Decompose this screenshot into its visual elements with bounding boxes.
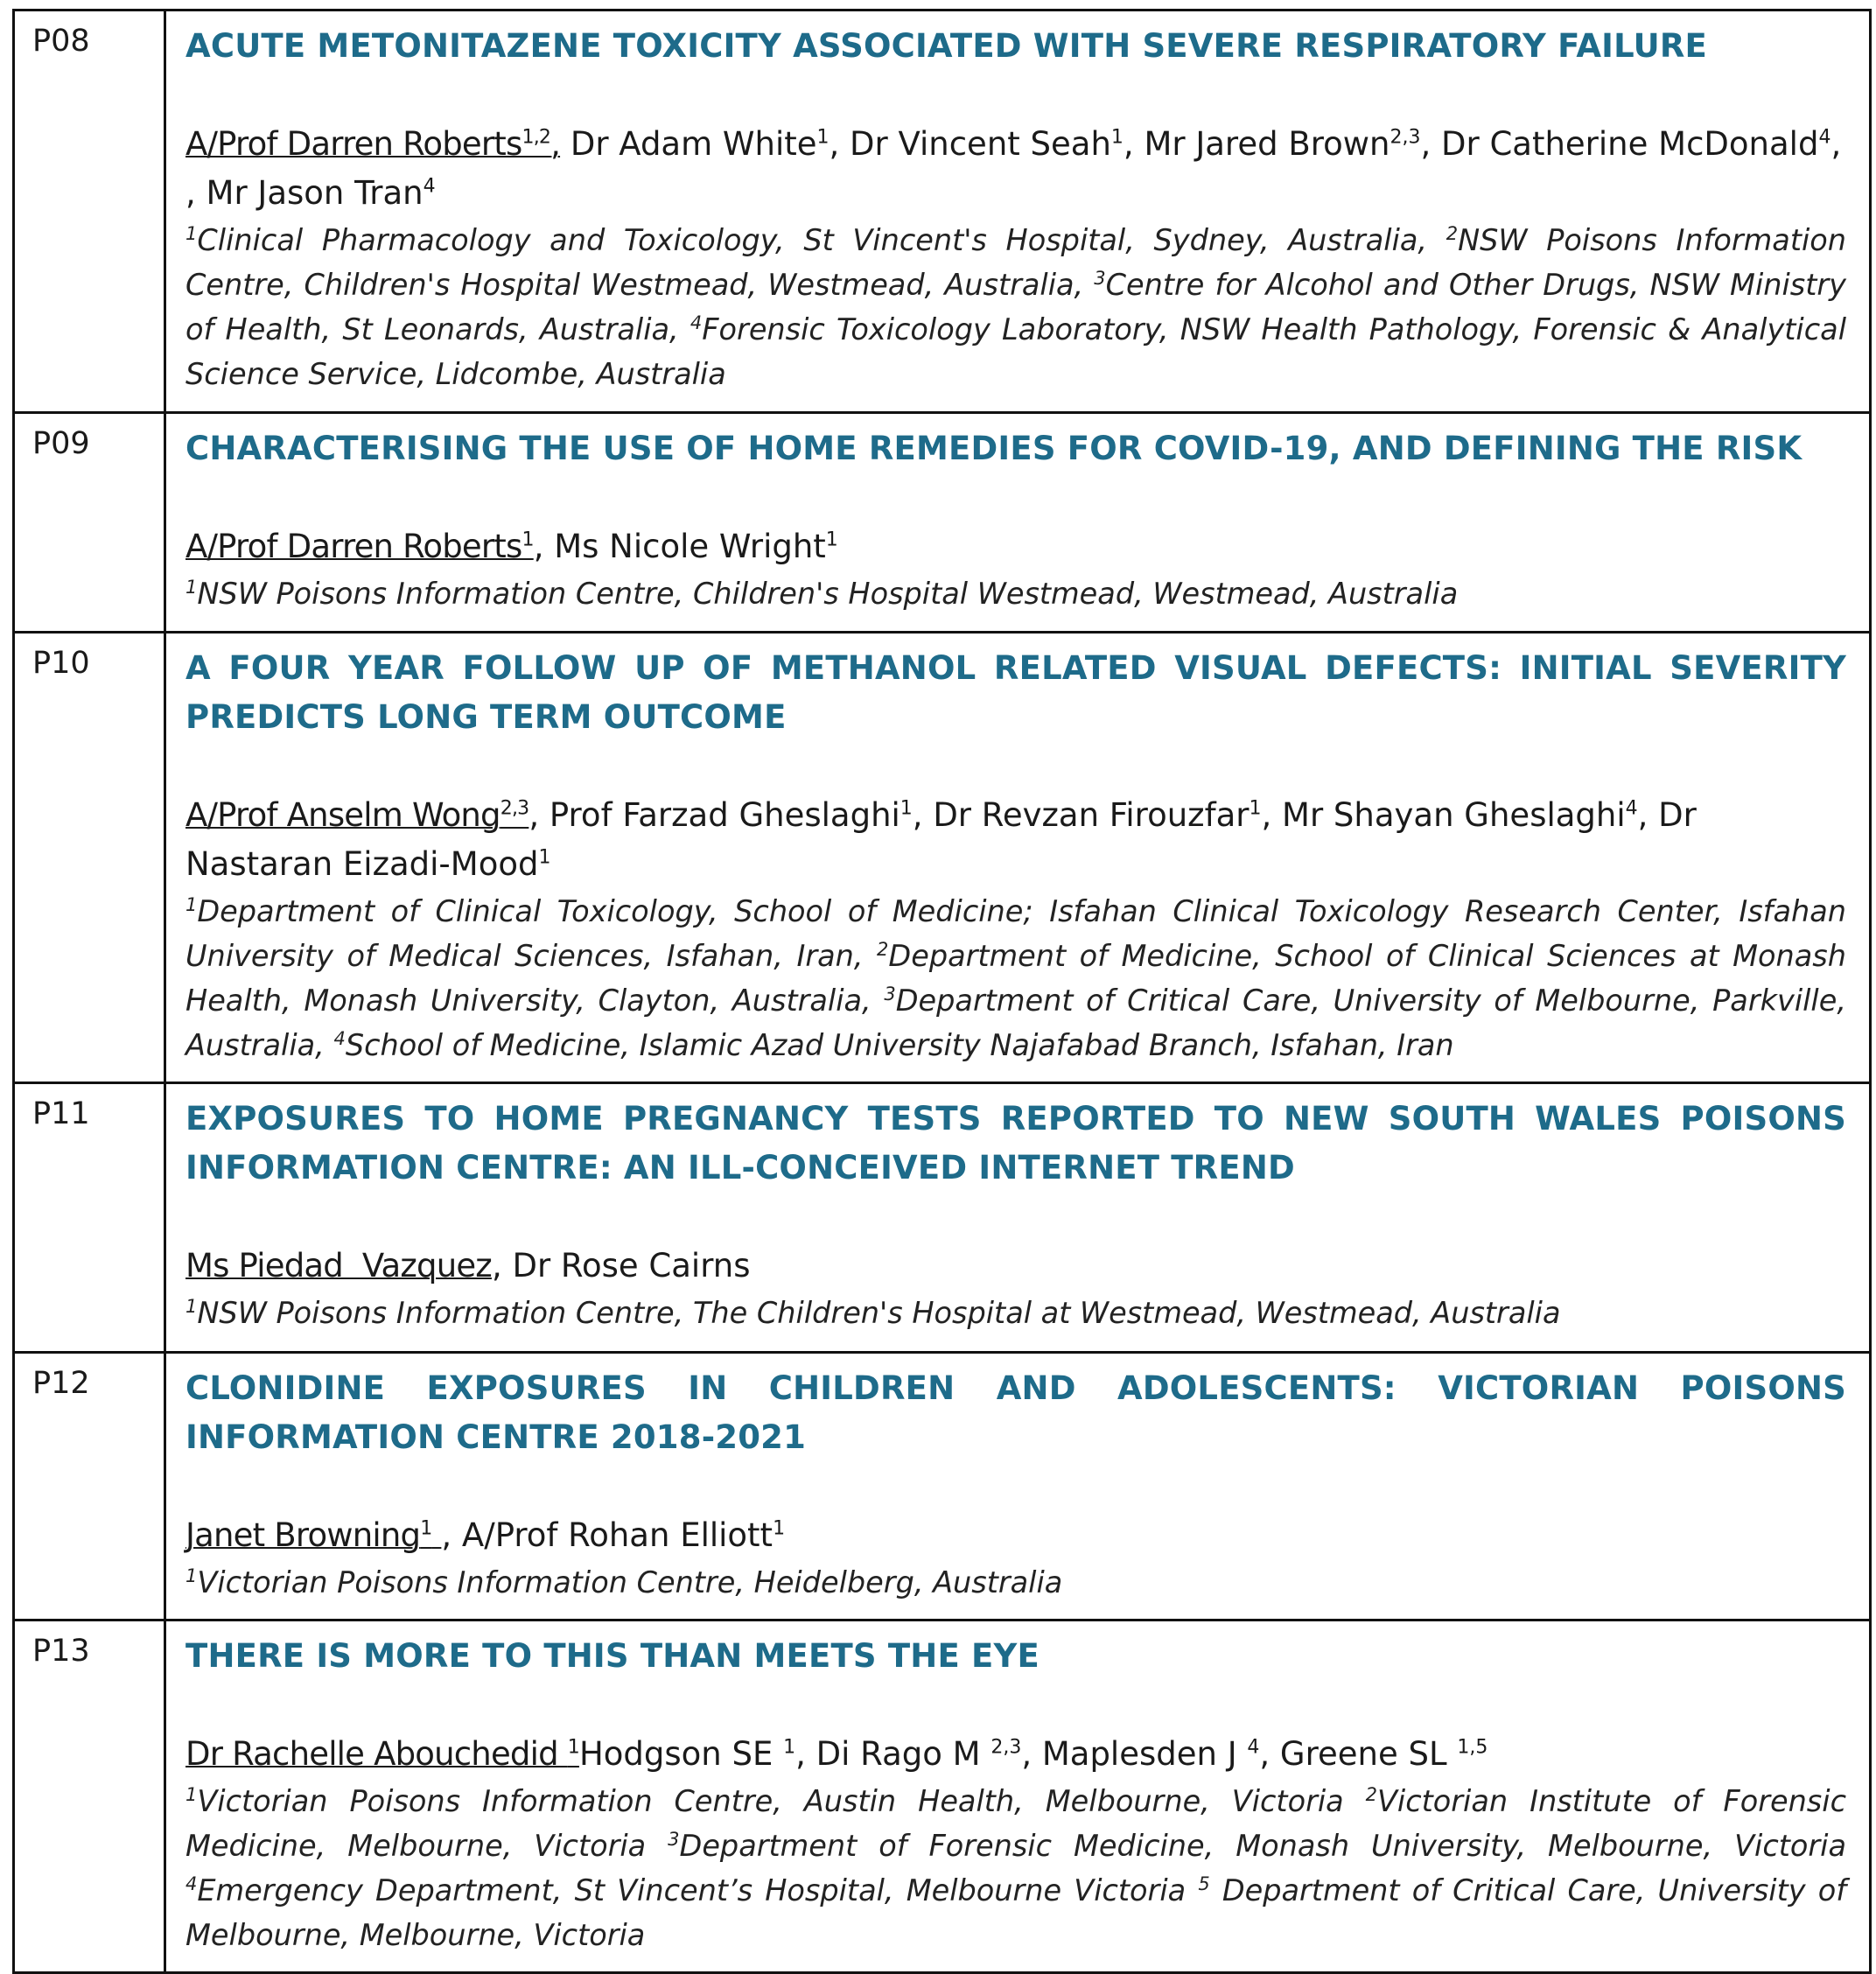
abstract-title: EXPOSURES TO HOME PREGNANCY TESTS REPORTED TO NEW SOUTH WALES POISONS INFORMATION CENTRE: AN ILL-CONCEIVED INTERNET TREND	[186, 1100, 1846, 1186]
author-list: A/Prof Darren Roberts$^{1,2}$, Dr Adam White$^1$, Dr Vincent Seah$^1$, Mr Jared Brown$^{2,3}$, Dr Catherine McDonald$^4$, , Mr Jason Tran$^4$	[186, 125, 1842, 212]
affiliations: $^1$Clinical Pharmacology and Toxicology, St Vincent's Hospital, Sydney, Australia, $^2$NSW Poisons Information Centre, Children's Hospital Westmead, Westmead, Australia, $^3$Centre for Alcohol and Other Drugs, NSW Ministry of Health, St Leonards, Australia, $^4$Forensic Toxicology Laboratory, NSW Health Pathology, Forensic & Analytical Science Service, Lidcombe, Australia	[186, 222, 1847, 391]
co-author: , Mr Shayan Gheslaghi	[1261, 796, 1626, 834]
co-author: , Di Rago M	[795, 1735, 991, 1773]
affiliations: $^1$NSW Poisons Information Centre, The Children's Hospital at Westmead, Westmead, Australia	[186, 1295, 1561, 1330]
abstract-title: CHARACTERISING THE USE OF HOME REMEDIES FOR COVID-19, AND DEFINING THE RISK	[186, 430, 1802, 467]
poster-row-p09	[14, 413, 1871, 633]
co-author: , Dr Vincent Seah	[829, 125, 1111, 163]
presenting-author: Janet Browning$^1$	[186, 1516, 432, 1554]
poster-abstract-cell	[165, 1620, 1871, 1973]
co-author: , Mr Jason Tran	[186, 174, 424, 212]
co-author: , A/Prof Rohan Elliott	[441, 1516, 774, 1554]
abstract-title: THERE IS MORE TO THIS THAN MEETS THE EYE	[186, 1637, 1040, 1675]
abstract-title: ACUTE METONITAZENE TOXICITY ASSOCIATED WITH SEVERE RESPIRATORY FAILURE	[186, 27, 1708, 65]
co-author: , Maplesden J	[1021, 1735, 1248, 1773]
poster-code-cell	[14, 633, 165, 1083]
poster-code-cell	[14, 413, 165, 633]
author-list: A/Prof Anselm Wong$^{2,3}$, Prof Farzad Gheslaghi$^1$, Dr Revzan Firouzfar$^1$, Mr Shayan Gheslaghi$^4$, Dr Nastaran Eizadi-Mood$^1$	[186, 796, 1697, 883]
abstract-title: CLONIDINE EXPOSURES IN CHILDREN AND ADOLESCENTS: VICTORIAN POISONS INFORMATION CENTRE 2018-2021	[186, 1369, 1846, 1456]
co-author: , Dr Catherine McDonald	[1420, 125, 1819, 163]
author-list: A/Prof Darren Roberts$^1$, Ms Nicole Wright$^1$	[186, 528, 838, 565]
presenting-author: A/Prof Darren Roberts$^1$	[186, 528, 534, 565]
co-author: , Dr Nastaran Eizadi-Mood	[186, 796, 1697, 883]
co-author: , Ms Nicole Wright	[533, 528, 826, 565]
presenting-author: Ms Piedad Vazquez	[186, 1247, 492, 1284]
presenting-author: Dr Rachelle Abouchedid $^1$	[186, 1735, 579, 1773]
poster-row-p08	[14, 10, 1871, 413]
poster-code: P12	[32, 1366, 90, 1401]
poster-row-p11	[14, 1083, 1871, 1353]
poster-code: P10	[32, 646, 90, 681]
affiliations: $^1$Victorian Poisons Information Centre, Heidelberg, Australia	[186, 1564, 1063, 1600]
poster-code-cell	[14, 1083, 165, 1353]
co-author: , Dr Rose Cairns	[491, 1247, 751, 1284]
poster-code: P11	[32, 1096, 90, 1131]
co-author: , Prof Farzad Gheslaghi	[528, 796, 900, 834]
co-author: Dr Adam White	[560, 125, 817, 163]
poster-row-p10	[14, 633, 1871, 1083]
poster-code: P08	[32, 24, 90, 59]
presenting-author: A/Prof Anselm Wong$^{2,3}$	[186, 796, 529, 834]
affiliations: $^1$Victorian Poisons Information Centre, Austin Health, Melbourne, Victoria $^2$Victorian Institute of Forensic Medicine, Melbourne, Victoria $^3$Department of Forensic Medicine, Monash University, Melbourne, Victoria $^4$Emergency Department, St Vincent’s Hospital, Melbourne Victoria $^5$ Department of Critical Care, University of Melbourne, Melbourne, Victoria	[186, 1783, 1846, 1952]
co-author: , Dr Revzan Firouzfar	[912, 796, 1250, 834]
poster-code-cell	[14, 1353, 165, 1620]
poster-code: P09	[32, 426, 90, 461]
co-author: , Mr Jared Brown	[1123, 125, 1390, 163]
affiliations: $^1$NSW Poisons Information Centre, Children's Hospital Westmead, Westmead, Australia	[186, 576, 1459, 611]
poster-row-p13	[14, 1620, 1871, 1973]
co-author: Hodgson SE	[578, 1735, 784, 1773]
poster-code: P13	[32, 1634, 90, 1669]
author-list	[186, 1242, 1846, 1291]
poster-abstract-cell	[165, 1083, 1871, 1353]
poster-code-cell	[14, 10, 165, 413]
co-author: , Greene SL	[1259, 1735, 1458, 1773]
poster-abstract-cell	[165, 1353, 1871, 1620]
poster-abstract-cell	[165, 10, 1871, 413]
poster-code-cell	[14, 1620, 165, 1973]
poster-abstract-cell	[165, 413, 1871, 633]
author-list: Dr Rachelle Abouchedid $^1$Hodgson SE $^1$, Di Rago M $^{2,3}$, Maplesden J $^4$, Greene SL $^{1,5}$	[186, 1735, 1488, 1773]
poster-abstract-cell	[165, 633, 1871, 1083]
affiliations: $^1$Department of Clinical Toxicology, School of Medicine; Isfahan Clinical Toxicology Research Center, Isfahan University of Medical Sciences, Isfahan, Iran, $^2$Department of Medicine, School of Clinical Sciences at Monash Health, Monash University, Clayton, Australia, $^3$Department of Critical Care, University of Melbourne, Parkville, Australia, $^4$School of Medicine, Islamic Azad University Najafabad Branch, Isfahan, Iran	[186, 893, 1846, 1062]
poster-program-table	[12, 9, 1872, 1974]
author-list: Janet Browning$^1$ , A/Prof Rohan Elliott$^1$	[186, 1516, 786, 1554]
presenting-author: A/Prof Darren Roberts$^{1,2}$,	[186, 125, 561, 163]
poster-row-p12	[14, 1353, 1871, 1620]
abstract-title: A FOUR YEAR FOLLOW UP OF METHANOL RELATED VISUAL DEFECTS: INITIAL SEVERITY PREDICTS LONG TERM OUTCOME	[186, 649, 1846, 736]
